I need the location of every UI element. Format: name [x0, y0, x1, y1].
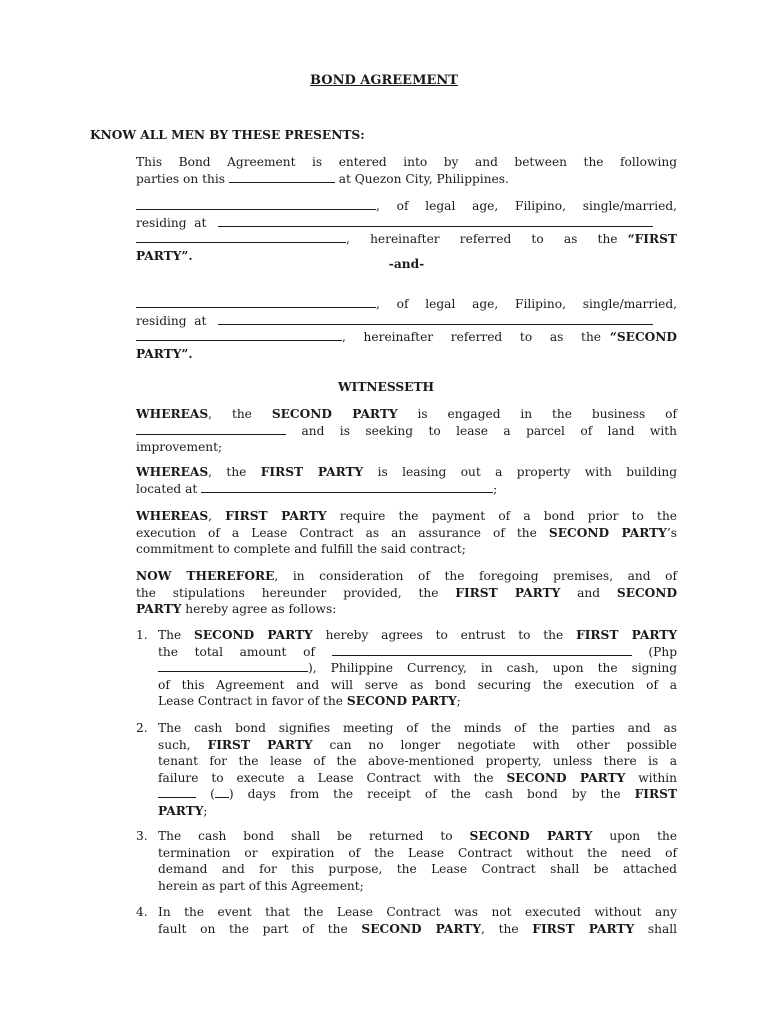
date-blank [229, 171, 335, 183]
document-title: BOND AGREEMENT [310, 73, 458, 88]
first-party-address-blank [218, 215, 653, 227]
first-party-paragraph: , of legal age, Filipino, single/married, residing at , hereinafter referred to as the “FIRST PARTY”. [136, 199, 678, 263]
item-4: In the event that the Lease Contract was not executed without any fault on the part of the SECOND PARTY, the FIRST PARTY shall [158, 905, 678, 936]
item-2-number: 2. [136, 721, 148, 735]
and-separator: -and- [388, 257, 425, 271]
whereas-3: WHEREAS, FIRST PARTY require the payment of a bond prior to the execution of a Lease Contract as an assurance of the SECOND PARTY’s commitment to complete and fulfill the said contract; [136, 509, 678, 557]
second-party-paragraph: , of legal age, Filipino, single/married, residing at , hereinafter referred to as the “SECOND PARTY”. [136, 297, 677, 361]
item-1: The SECOND PARTY hereby agrees to entrust to the FIRST PARTY the total amount of (Php ), Philippine Currency, in cash, upon the signing of this Agreement and will serve as bond securing the execution of a Lease Contract in favor of the SECOND PARTY; [158, 628, 678, 709]
item-3-number: 3. [136, 829, 148, 843]
location-blank [201, 481, 493, 493]
intro-paragraph: This Bond Agreement is entered into by and between the following parties on this at Quezon City, Philippines. [136, 155, 677, 186]
first-party-address-blank-2 [136, 231, 346, 243]
days-number-blank [215, 786, 229, 798]
amount-words-blank [332, 644, 632, 656]
whereas-1: WHEREAS, the SECOND PARTY is engaged in the business of and is seeking to lease a parcel of land with improvement; [136, 407, 678, 455]
second-party-address-blank-2 [136, 329, 342, 341]
amount-figures-blank [158, 660, 308, 672]
item-2: The cash bond signifies meeting of the minds of the parties and as such, FIRST PARTY can no longer negotiate with other possible tenant for the lease of the above-mentioned property, unless there is a failure to execute a Lease Contract with the SECOND PARTY within ( ) days from the receipt of the cash bond by the FIRST PARTY; [158, 721, 678, 818]
item-1-number: 1. [136, 628, 148, 642]
item-4-number: 4. [136, 905, 148, 919]
preamble: KNOW ALL MEN BY THESE PRESENTS: [90, 128, 365, 142]
whereas-2: WHEREAS, the FIRST PARTY is leasing out a property with building located at ; [136, 465, 678, 496]
item-3: The cash bond shall be returned to SECOND PARTY upon the termination or expiration of the Lease Contract without the need of demand and for this purpose, the Lease Contract shall be attached herein as part of this Agreement; [158, 829, 678, 893]
business-blank [136, 423, 286, 435]
witnesseth-heading: WITNESSETH [337, 380, 435, 394]
second-party-name-blank [136, 296, 376, 308]
first-party-name-blank [136, 198, 376, 210]
second-party-address-blank [218, 313, 653, 325]
days-words-blank [158, 786, 196, 798]
now-therefore-paragraph: NOW THEREFORE, in consideration of the foregoing premises, and of the stipulations hereunder provided, the FIRST PARTY and SECOND PARTY hereby agree as follows: [136, 569, 678, 617]
